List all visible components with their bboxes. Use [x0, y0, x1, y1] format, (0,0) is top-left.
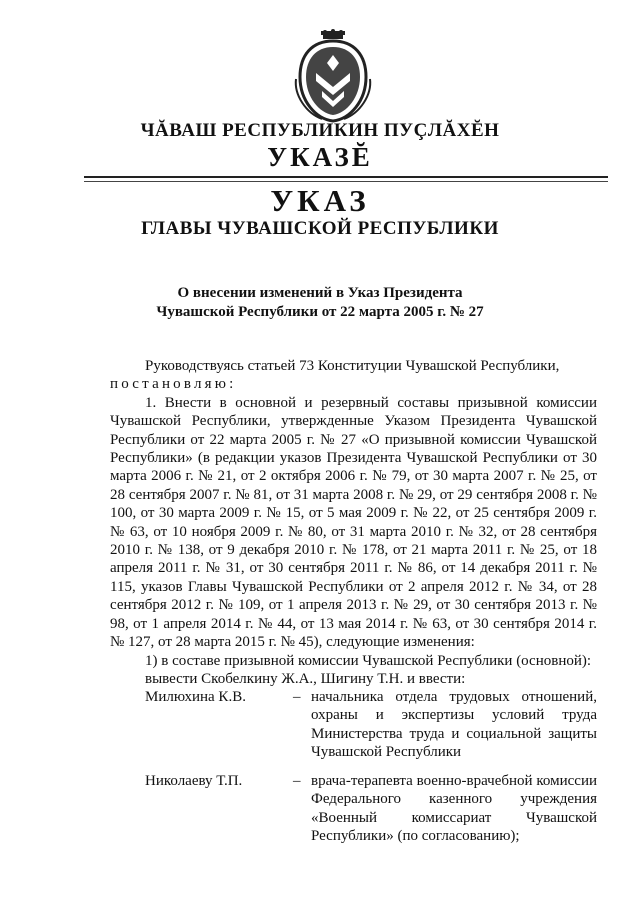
header-divider-thick — [84, 176, 608, 178]
header-ukaz: УКАЗ — [270, 183, 370, 218]
body-paragraph-3: вывести Скобелкину Ж.А., Шигину Т.Н. и ввести: — [145, 670, 466, 687]
header-glavy: ГЛАВЫ ЧУВАШСКОЙ РЕСПУБЛИКИ — [141, 218, 499, 239]
body-paragraph-2: 1) в составе призывной комиссии Чувашской Республики (основной): — [145, 652, 592, 669]
member-dash: – — [293, 773, 301, 789]
body-postanovlyayu: постановляю: — [110, 376, 237, 393]
title-line-1: О внесении изменений в Указ Президента — [177, 285, 463, 301]
member-dash: – — [293, 689, 301, 705]
document-body — [110, 357, 597, 688]
member-position: врача-терапевта военно-врачебной комиссии Федерального казенного учреждения «Военный комиссариат Чувашской Республики» (по согласованию); — [311, 773, 597, 845]
title-line-2: Чувашской Республики от 22 марта 2005 г. № 27 — [156, 304, 484, 320]
member-name: Милюхина К.В. — [145, 689, 246, 705]
body-preamble: Руководствуясь статьей 73 Конституции Чувашской Республики, — [145, 358, 560, 374]
header-chuvash-title: ЧĂВАШ РЕСПУБЛИКИН ПУÇЛĂХĔН — [140, 120, 500, 141]
coat-of-arms-emblem — [292, 29, 374, 125]
header-chuvash-ukaze: УКАЗĔ — [267, 142, 373, 172]
header-divider-thin — [84, 181, 608, 182]
member-position: начальника отдела трудовых отношений, охраны и экспертизы условий труда Министерства труда и социальной защиты Чувашской Республики — [311, 689, 597, 761]
member-name: Николаеву Т.П. — [145, 773, 243, 789]
body-paragraph-1: 1. Внести в основной и резервный составы призывной комиссии Чувашской Республики, утвержденные Указом Президента Чувашской Республики от 22 марта 2005 г. № 27 «О призывной комиссии Чувашской Республики» (в редакции указов Президента Чувашской Республики от 30 марта 2006 г. № 21, от 2 октября 2006 г. № 79, от 30 марта 2007 г. № 25, от 28 сентября 2007 г. № 81, от 31 марта 2008 г. № 29, от 29 сентября 2008 г. № 100, от 30 марта 2009 г. № 15, от 5 мая 2009 г. № 22, от 25 сентября 2009 г. № 63, от 10 ноября 2009 г. № 80, от 31 марта 2010 г. № 32, от 28 сентября 2010 г. № 138, от 9 декабря 2010 г. № 178, от 21 марта 2011 г. № 25, от 18 апреля 2011 г. № 31, от 30 сентября 2011 г. № 86, от 14 декабря 2011 г. № 115, указов Главы Чувашской Республики от 2 апреля 2012 г. № 34, от 28 сентября 2012 г. № 109, от 1 апреля 2013 г. № 29, от 30 сентября 2013 г. № 98, от 1 апреля 2014 г. № 44, от 13 мая 2014 г. № 63, от 30 сентября 2014 г. № 127, от 28 марта 2015 г. № 45), следующие изменения: — [110, 394, 597, 651]
document-title — [0, 284, 640, 322]
